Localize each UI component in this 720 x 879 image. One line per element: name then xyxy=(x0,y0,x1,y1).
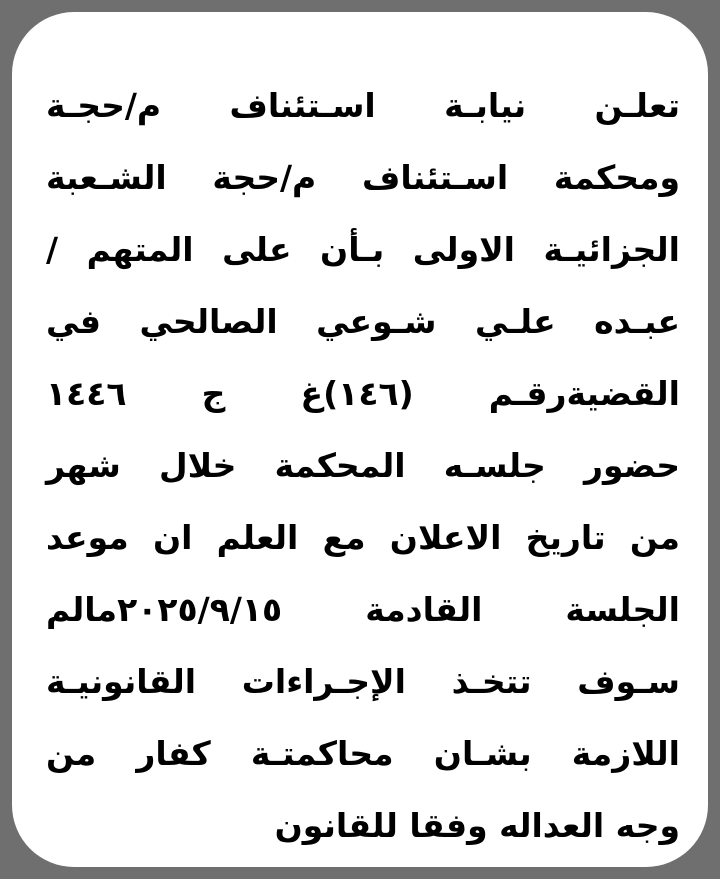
notice-line-2: ومحكمة اسـتئناف م/حجة الشـعبة xyxy=(46,158,680,197)
notice-line-10: اللازمة بشـان محاكمتـة كفار من xyxy=(46,734,680,773)
notice-line-3: الجزائيـة الاولى بـأن على المتهم / xyxy=(46,230,680,269)
notice-line-9: سـوف تتخـذ الإجـراءات القانونيـة xyxy=(46,662,680,701)
notice-line-4: عبـده علـي شـوعي الصالحي في xyxy=(46,302,680,341)
notice-line-8: الجلسة القادمة ٢٠٢٥/٩/١٥مالم xyxy=(46,590,680,629)
notice-body xyxy=(46,70,680,862)
notice-line-5: القضيةرقـم (١٤٦)غ ج ١٤٤٦ xyxy=(46,374,680,413)
notice-line-6: حضور جلسـه المحكمة خلال شهر xyxy=(46,446,680,485)
notice-line-7: من تاريخ الاعلان مع العلم ان موعد xyxy=(46,518,680,557)
notice-line-1: تعلـن نيابـة اسـتئناف م/حجـة xyxy=(46,86,680,125)
notice-line-11: وجه العداله وفقا للقانون xyxy=(274,806,680,845)
notice-card xyxy=(12,12,708,867)
